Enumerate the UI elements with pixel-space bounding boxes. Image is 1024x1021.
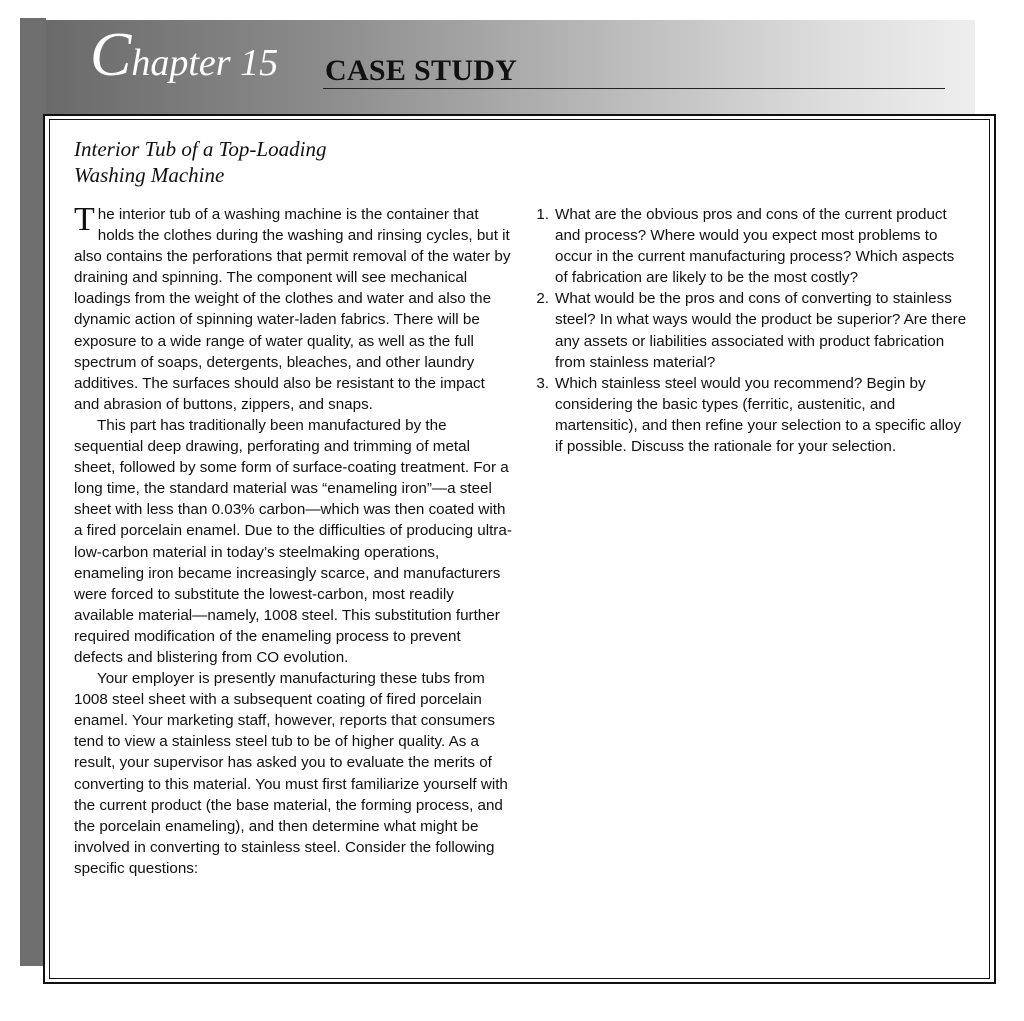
paragraph-1 [74, 201, 512, 415]
question-text: What are the obvious pros and cons of the current product and process? Where would you expect most problems to occur in the current manufacturing process? Which aspects of fabrication are likely to be the most costly? [555, 206, 955, 287]
question-text: Which stainless steel would you recommend? Begin by considering the basic types (ferritic, austenitic, and martensitic), and then refine your selection to a specific alloy if possible. Discuss the rationale for your selection. [555, 374, 962, 456]
drop-cap: T [74, 201, 95, 238]
question-text: What would be the pros and cons of converting to stainless steel? In what ways would the product be superior? Are there any assets or liabilities associated with product fabrication from stainless material? [555, 290, 967, 371]
paragraph-1-text: he interior tub of a washing machine is the container that holds the clothes during the washing and rinsing cycles, but it also contains the perforations that permit removal of the water by draining and spinning. The component will see mechanical loadings from the weight of the clothes and water and also the dynamic action of spinning water-laden fabrics. There will be exposure to a wide range of water quality, as well as the full spectrum of soaps, detergents, bleaches, and other laundry additives. The surfaces should also be resistant to the impact and abrasion of buttons, zippers, and snaps. [74, 206, 511, 413]
question-number: 3. [536, 374, 549, 392]
question-item [530, 288, 970, 372]
body-column-left [74, 201, 512, 879]
question-number: 2. [536, 290, 549, 308]
header-rule [323, 88, 945, 89]
article-title-line-2: Washing Machine [74, 163, 225, 187]
questions-column [530, 204, 970, 457]
question-item [530, 204, 970, 288]
paragraph-2: This part has traditionally been manufactured by the sequential deep drawing, perforating and trimming of metal sheet, followed by some form of surface-coating treatment. For a long time, the standard material was “enameling iron”—a steel sheet with less than 0.03% carbon—which was then coated with a fired porcelain enamel. Due to the difficulties of producing ultra-low-carbon material in today’s steelmaking operations, enameling iron became increasingly scarce, and manufacturers were forced to substitute the lowest-carbon, most readily available material—namely, 1008 steel. This substitution further required modification of the enameling process to prevent defects and blistering from CO evolution. [74, 416, 512, 666]
questions-list [530, 204, 970, 457]
article-title [74, 136, 326, 188]
case-study-label: CASE STUDY [325, 54, 518, 87]
chapter-initial: C [90, 21, 132, 89]
question-number: 1. [536, 206, 549, 223]
chapter-number: hapter 15 [131, 42, 279, 84]
paragraph-3: Your employer is presently manufacturing these tubs from 1008 steel sheet with a subsequent coating of fired porcelain enamel. Your marketing staff, however, reports that consumers tend to view a stainless steel tub to be of higher quality. As a result, your supervisor has asked you to evaluate the merits of converting to this material. You must first familiarize yourself with the current product (the base material, the forming process, and the porcelain enameling), and then determine what might be involved in converting to stainless steel. Consider the following specific questions: [74, 670, 508, 877]
article-title-line-1: Interior Tub of a Top-Loading [74, 137, 327, 161]
chapter-title [90, 21, 279, 89]
question-item [530, 373, 970, 457]
